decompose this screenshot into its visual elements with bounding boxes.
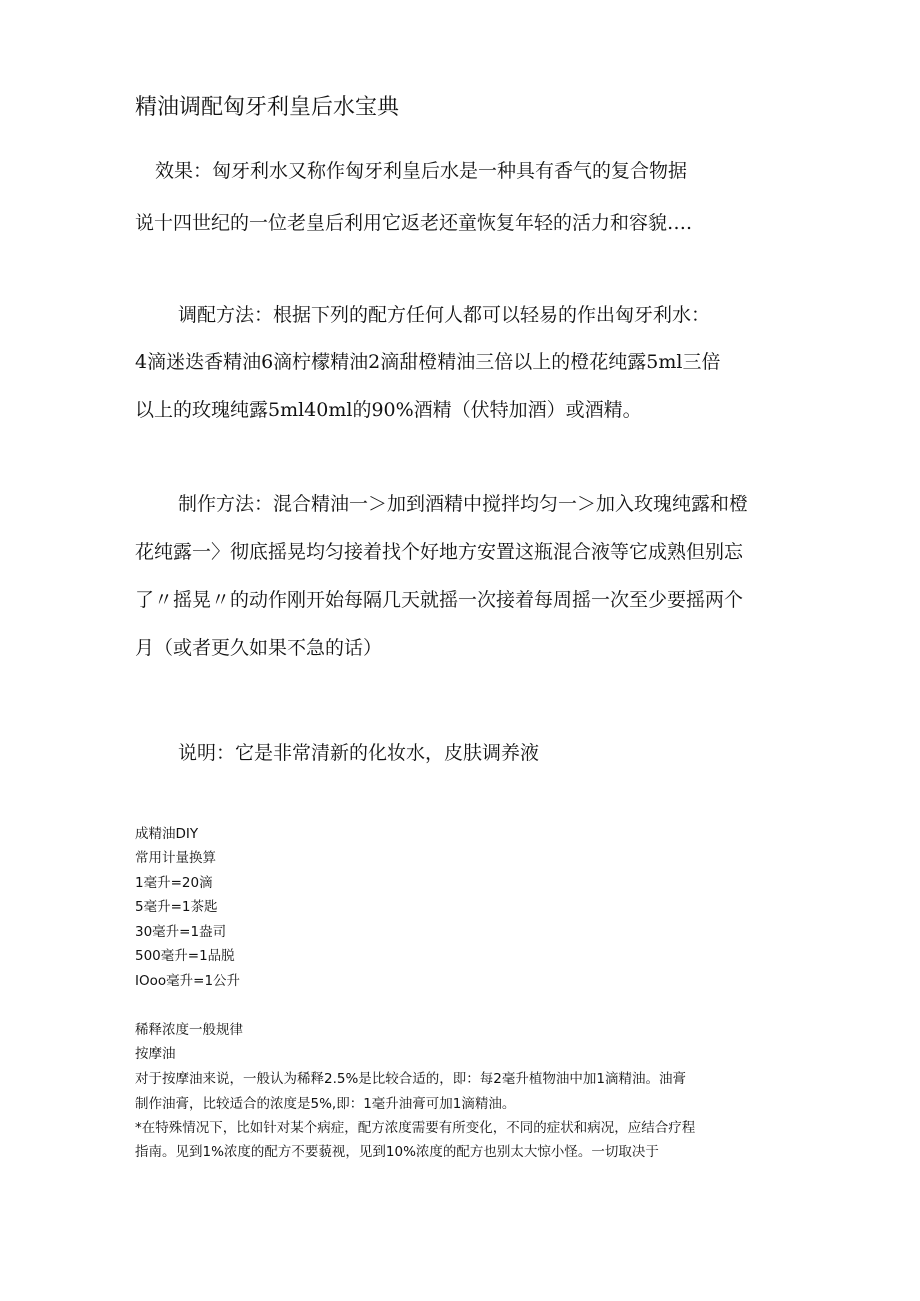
dilution-para2-line2: 指南。见到1%浓度的配方不要藐视，见到10%浓度的配方也别太大惊小怪。一切取决于 bbox=[135, 1144, 659, 1160]
conversion-item: 1毫升=20滴 bbox=[135, 875, 213, 891]
page-title: 精油调配匈牙利皇后水宝典 bbox=[135, 95, 400, 120]
method-line-2: 4滴迷迭香精油6滴柠檬精油2滴甜橙精油三倍以上的橙花纯露5ml三倍 bbox=[135, 351, 721, 373]
making-line-1: 制作方法：混合精油一＞加到酒精中搅拌均匀一＞加入玫瑰纯露和橙 bbox=[178, 493, 749, 515]
note-line-1: 说明：它是非常清新的化妆水，皮肤调养液 bbox=[178, 742, 540, 764]
diy-heading: 成精油DIY bbox=[135, 826, 199, 842]
dilution-heading: 稀释浓度一般规律 bbox=[135, 1022, 243, 1038]
effect-line-1: 效果：匈牙利水又称作匈牙利皇后水是一种具有香气的复合物据 bbox=[155, 160, 688, 182]
dilution-para1-line2: 制作油膏，比较适合的浓度是5%,即：1毫升油膏可加1滴精油。 bbox=[135, 1096, 516, 1112]
conversion-item: IOoo毫升=1公升 bbox=[135, 973, 241, 989]
conversion-item: 5毫升=1茶匙 bbox=[135, 899, 218, 915]
dilution-para2-line1: *在特殊情况下，比如针对某个病症，配方浓度需要有所变化，不同的症状和病况，应结合疗程 bbox=[135, 1120, 696, 1136]
diy-subheading: 常用计量换算 bbox=[135, 850, 216, 866]
conversion-item: 30毫升=1盎司 bbox=[135, 924, 227, 940]
effect-line-2: 说十四世纪的一位老皇后利用它返老还童恢复年轻的活力和容貌…. bbox=[135, 212, 693, 234]
making-line-4: 月（或者更久如果不急的话） bbox=[135, 637, 383, 659]
making-line-2: 花纯露一〉彻底摇晃均匀接着找个好地方安置这瓶混合液等它成熟但别忘 bbox=[135, 541, 744, 563]
dilution-para1-line1: 对于按摩油来说，一般认为稀释2.5%是比较合适的，即：每2毫升植物油中加1滴精油。油膏 bbox=[135, 1071, 686, 1087]
making-line-3: 了〃摇晃〃的动作刚开始每隔几天就摇一次接着每周摇一次至少要摇两个 bbox=[135, 589, 744, 611]
dilution-subheading: 按摩油 bbox=[135, 1046, 176, 1062]
method-line-3: 以上的玫瑰纯露5ml40ml的90%酒精（伏特加酒）或酒精。 bbox=[135, 399, 642, 421]
method-line-1: 调配方法：根据下列的配方任何人都可以轻易的作出匈牙利水： bbox=[178, 304, 711, 326]
conversion-item: 500毫升=1品脱 bbox=[135, 948, 235, 964]
